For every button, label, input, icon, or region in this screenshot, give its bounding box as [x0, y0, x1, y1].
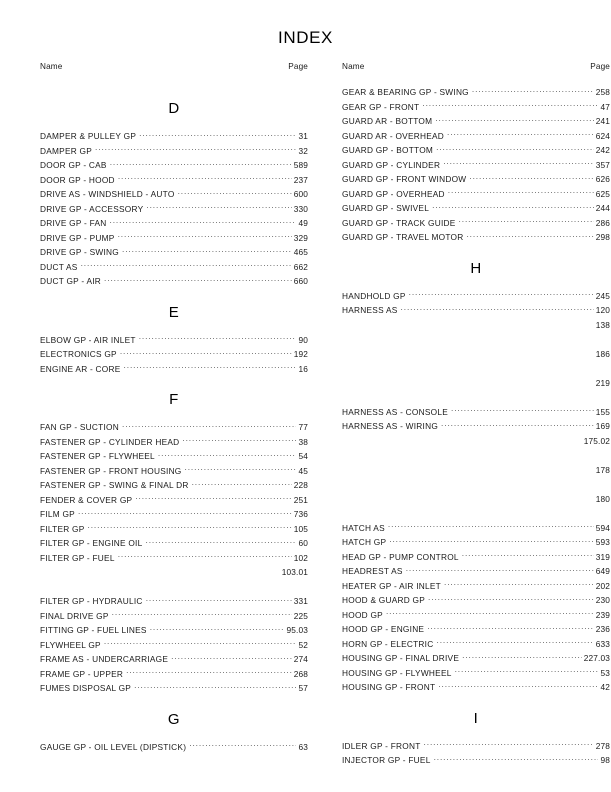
entry-page-number: 155	[595, 406, 610, 417]
dot-leader	[118, 233, 292, 241]
entry-name: HOUSING GP - FLYWHEEL	[342, 667, 452, 678]
dot-leader	[386, 610, 594, 618]
index-entry[interactable]	[40, 551, 308, 566]
index-entry[interactable]	[342, 521, 610, 536]
entry-name: DRIVE AS - WINDSHIELD - AUTO	[40, 189, 175, 199]
entry-page-number: 31	[298, 131, 308, 141]
entry-list	[342, 85, 610, 245]
entry-name: FENDER & COVER GP	[40, 494, 133, 505]
dot-leader	[134, 683, 296, 691]
entry-page-number: 319	[595, 551, 610, 562]
entry-name: HANDHOLD GP	[342, 290, 406, 301]
dot-leader	[118, 175, 292, 183]
index-entry[interactable]	[342, 85, 610, 100]
entry-name: HARNESS AS - WIRING	[342, 421, 439, 431]
index-entry[interactable]	[342, 129, 610, 144]
entry-page-number: 77	[298, 422, 308, 432]
index-entry[interactable]	[342, 172, 610, 187]
entry-name: GUARD GP - FRONT WINDOW	[342, 174, 467, 184]
entry-page-number: 329	[293, 232, 308, 243]
entry-page-number: 230	[595, 595, 610, 605]
dot-leader	[189, 742, 296, 750]
index-entry[interactable]	[342, 593, 610, 608]
entry-page-number: 228	[293, 480, 308, 490]
index-entry[interactable]	[342, 622, 610, 637]
index-entry[interactable]	[40, 202, 308, 217]
index-entry[interactable]	[40, 464, 308, 479]
index-entry[interactable]	[40, 507, 308, 522]
entry-name: FITTING GP - FUEL LINES	[40, 625, 147, 635]
entry-page-number: 237	[293, 174, 308, 185]
dot-leader	[432, 203, 594, 211]
entry-name: DRIVE GP - ACCESSORY	[40, 203, 144, 214]
dot-leader	[441, 421, 594, 429]
sections-left	[40, 85, 308, 754]
column-header-name-label: Name	[40, 62, 63, 71]
entry-page-number: 192	[293, 349, 308, 359]
entry-name: DAMPER & PULLEY GP	[40, 131, 137, 141]
index-entry[interactable]	[40, 144, 308, 159]
entry-name: IDLER GP - FRONT	[342, 740, 421, 751]
entry-list	[40, 420, 308, 696]
entry-name: HOOD & GUARD GP	[342, 595, 426, 605]
entry-name: FILM GP	[40, 509, 75, 519]
index-entry[interactable]	[342, 739, 610, 754]
entry-page-number: 242	[595, 145, 610, 155]
entry-name: FASTENER GP - FLYWHEEL	[40, 451, 155, 461]
entry-name: INJECTOR GP - FUEL	[342, 755, 431, 765]
entry-page-number: 330	[293, 203, 308, 214]
column-header-page-label: Page	[590, 62, 610, 71]
dot-leader	[146, 204, 291, 212]
dot-leader	[435, 116, 593, 124]
column-header-name-label: Name	[342, 62, 365, 71]
index-entry[interactable]	[40, 158, 308, 173]
index-entry[interactable]	[342, 114, 610, 129]
entry-page-number: 298	[595, 232, 610, 242]
entry-list	[342, 739, 610, 768]
entry-name: DRIVE GP - FAN	[40, 218, 107, 228]
index-spacer-row	[342, 390, 610, 405]
index-spacer-row	[40, 580, 308, 595]
entry-page-number: 120	[595, 305, 610, 315]
dot-leader	[444, 581, 594, 589]
dot-leader	[401, 305, 594, 313]
entry-list	[342, 289, 610, 695]
dot-leader	[406, 566, 594, 574]
entry-name: GAUGE GP - OIL LEVEL (DIPSTICK)	[40, 741, 187, 752]
entry-page-number: 90	[298, 334, 308, 345]
entry-page-number: 38	[298, 436, 308, 447]
index-entry[interactable]	[40, 347, 308, 362]
entry-name: DOOR GP - HOOD	[40, 174, 115, 185]
index-entry[interactable]	[342, 216, 610, 231]
dot-leader	[112, 611, 292, 619]
entry-page-number: 662	[293, 261, 308, 272]
dot-leader	[466, 232, 593, 240]
entry-name: FRAME AS - UNDERCARRIAGE	[40, 654, 169, 664]
entry-page-number: 105	[293, 523, 308, 534]
index-entry[interactable]	[40, 435, 308, 450]
entry-page-number: 239	[595, 609, 610, 620]
index-entry-continuation[interactable]	[342, 463, 610, 478]
index-entry[interactable]	[342, 535, 610, 550]
dot-leader	[192, 480, 292, 488]
dot-leader	[469, 174, 593, 182]
entry-page-number: 251	[293, 494, 308, 505]
entry-page-number: 244	[595, 203, 610, 213]
entry-name: HORN GP - ELECTRIC	[342, 638, 434, 649]
index-entry-continuation[interactable]	[342, 347, 610, 362]
index-entry[interactable]	[342, 303, 610, 318]
entry-page-number: 258	[595, 87, 610, 97]
column-header-page-label: Page	[288, 62, 308, 71]
dot-leader	[436, 145, 594, 153]
index-spacer-row	[342, 448, 610, 463]
entry-list	[40, 740, 308, 755]
dot-leader	[95, 146, 296, 154]
dot-leader	[139, 131, 296, 139]
entry-name: GEAR & BEARING GP - SWING	[342, 87, 469, 97]
entry-page-number: 178	[595, 464, 610, 475]
section-letter-d: D	[168, 100, 180, 117]
column-header-right	[342, 62, 610, 73]
dot-leader	[145, 538, 296, 546]
index-entry[interactable]	[40, 420, 308, 435]
dot-leader	[472, 87, 594, 95]
index-entry[interactable]	[40, 652, 308, 667]
entry-page-number: 589	[293, 160, 308, 170]
index-entry-continuation[interactable]	[40, 565, 308, 580]
entry-page-number: 16	[298, 363, 308, 374]
dot-leader	[438, 682, 598, 690]
entry-page-number: 95.03	[286, 625, 308, 635]
dot-leader	[158, 451, 297, 459]
index-spacer-row	[342, 332, 610, 347]
entry-page-number: 357	[595, 159, 610, 170]
dot-leader	[462, 552, 594, 560]
entry-name: FASTENER GP - CYLINDER HEAD	[40, 436, 180, 447]
dot-leader	[171, 654, 292, 662]
dot-leader	[178, 189, 292, 197]
section-letter-i: I	[473, 709, 479, 727]
entry-page-number: 236	[595, 624, 610, 634]
entry-name: FILTER GP - ENGINE OIL	[40, 538, 143, 548]
entry-page-number: 227.03	[583, 653, 610, 663]
index-entry[interactable]	[342, 158, 610, 173]
entry-page-number: 53	[600, 667, 610, 678]
index-entry-continuation[interactable]	[342, 376, 610, 391]
entry-page-number: 465	[293, 247, 308, 257]
dot-leader	[122, 247, 292, 255]
index-columns	[0, 62, 611, 768]
dot-leader	[182, 437, 296, 445]
entry-name: FINAL DRIVE GP	[40, 610, 109, 621]
section-letter-f: F	[169, 391, 179, 408]
entry-name: HEAD GP - PUMP CONTROL	[342, 551, 459, 562]
entry-page-number: 52	[298, 639, 308, 650]
entry-name: DOOR GP - CAB	[40, 160, 107, 170]
section-letter-g: G	[167, 710, 181, 728]
entry-name: DRIVE GP - PUMP	[40, 232, 115, 243]
entry-name: ENGINE AR - CORE	[40, 363, 121, 374]
entry-name: GUARD GP - BOTTOM	[342, 145, 434, 155]
index-entry[interactable]	[342, 637, 610, 652]
entry-page-number: 225	[293, 610, 308, 621]
entry-page-number: 600	[293, 189, 308, 199]
entry-name: HOOD GP	[342, 609, 383, 620]
entry-page-number: 98	[600, 755, 610, 765]
entry-page-number: 102	[293, 552, 308, 563]
entry-page-number: 103.01	[281, 567, 308, 577]
entry-name: FLYWHEEL GP	[40, 639, 101, 650]
entry-name: DAMPER GP	[40, 145, 93, 156]
entry-page-number: 175.02	[583, 435, 610, 446]
index-entry-continuation[interactable]	[342, 318, 610, 333]
entry-name: HATCH GP	[342, 537, 387, 547]
dot-leader	[422, 102, 598, 110]
entry-page-number: 32	[298, 145, 308, 156]
index-entry[interactable]	[40, 667, 308, 682]
entry-page-number: 331	[293, 596, 308, 606]
entry-page-number: 47	[600, 101, 610, 112]
entry-page-number: 202	[595, 580, 610, 591]
dot-leader	[81, 262, 292, 270]
index-entry[interactable]	[40, 173, 308, 188]
index-entry[interactable]	[40, 449, 308, 464]
dot-leader	[455, 668, 599, 676]
entry-name: GUARD GP - TRAVEL MOTOR	[342, 232, 464, 242]
index-entry-continuation[interactable]	[342, 434, 610, 449]
dot-leader	[428, 595, 594, 603]
dot-leader	[443, 160, 594, 168]
entry-page-number: 633	[595, 638, 610, 649]
entry-name: GUARD GP - TRACK GUIDE	[342, 217, 456, 228]
entry-name: HATCH AS	[342, 522, 385, 533]
index-entry[interactable]	[40, 333, 308, 348]
index-entry[interactable]	[342, 579, 610, 594]
entry-page-number: 138	[595, 319, 610, 330]
entry-name: FILTER GP	[40, 523, 85, 534]
dot-leader	[424, 741, 594, 749]
entry-name: GUARD AR - BOTTOM	[342, 116, 433, 126]
index-entry[interactable]	[40, 362, 308, 377]
dot-leader	[122, 422, 296, 430]
index-entry[interactable]	[342, 608, 610, 623]
index-entry[interactable]	[342, 550, 610, 565]
entry-name: FAN GP - SUCTION	[40, 422, 119, 432]
entry-page-number: 219	[595, 377, 610, 388]
entry-name: FASTENER GP - SWING & FINAL DR	[40, 480, 189, 490]
index-entry[interactable]	[342, 753, 610, 768]
index-entry[interactable]	[342, 564, 610, 579]
entry-page-number: 60	[298, 538, 308, 548]
index-entry-continuation[interactable]	[342, 492, 610, 507]
sections-right	[342, 85, 610, 768]
dot-leader	[88, 524, 292, 532]
dot-leader	[110, 160, 292, 168]
index-entry[interactable]	[40, 478, 308, 493]
dot-leader	[146, 596, 292, 604]
entry-page-number: 42	[600, 682, 610, 692]
dot-leader	[434, 755, 599, 763]
dot-leader	[447, 131, 594, 139]
entry-page-number: 268	[293, 668, 308, 679]
index-entry[interactable]	[40, 129, 308, 144]
index-entry[interactable]	[342, 651, 610, 666]
section-letter-e: E	[168, 303, 180, 321]
dot-leader	[78, 509, 292, 517]
index-entry[interactable]	[40, 231, 308, 246]
column-header-left	[40, 62, 308, 73]
entry-name: HARNESS AS	[342, 305, 398, 315]
entry-name: ELECTRONICS GP	[40, 349, 117, 359]
section-letter-h: H	[470, 259, 482, 277]
dot-leader	[388, 523, 594, 531]
entry-name: DUCT GP - AIR	[40, 276, 102, 286]
entry-name: GUARD GP - CYLINDER	[342, 159, 441, 170]
dot-leader	[118, 553, 292, 561]
entry-page-number: 736	[293, 509, 308, 519]
dot-leader	[462, 653, 582, 661]
entry-name: FRAME GP - UPPER	[40, 668, 124, 679]
index-entry[interactable]	[40, 260, 308, 275]
index-entry[interactable]	[40, 245, 308, 260]
index-entry[interactable]	[40, 681, 308, 696]
dot-leader	[185, 466, 297, 474]
index-entry[interactable]	[342, 230, 610, 245]
index-entry[interactable]	[342, 680, 610, 695]
entry-page-number: 241	[595, 116, 610, 126]
entry-page-number: 49	[298, 218, 308, 228]
entry-name: DRIVE GP - SWING	[40, 247, 119, 257]
dot-leader	[139, 335, 297, 343]
dot-leader	[459, 218, 594, 226]
dot-leader	[104, 640, 297, 648]
index-entry[interactable]	[342, 666, 610, 681]
index-entry[interactable]	[342, 201, 610, 216]
page-title: INDEX	[278, 28, 333, 47]
entry-page-number: 626	[595, 174, 610, 184]
entry-name: FUMES DISPOSAL GP	[40, 683, 132, 693]
index-column-left	[40, 62, 308, 768]
entry-list	[40, 333, 308, 377]
index-entry[interactable]	[40, 623, 308, 638]
entry-name: HOOD GP - ENGINE	[342, 624, 425, 634]
entry-page-number: 63	[298, 741, 308, 752]
entry-name: FASTENER GP - FRONT HOUSING	[40, 465, 182, 476]
entry-name: GUARD GP - SWIVEL	[342, 203, 430, 213]
index-entry[interactable]	[40, 216, 308, 231]
dot-leader	[135, 495, 291, 503]
dot-leader	[448, 189, 594, 197]
entry-name: GUARD AR - OVERHEAD	[342, 130, 445, 141]
index-entry[interactable]	[40, 638, 308, 653]
entry-page-number: 186	[595, 348, 610, 359]
entry-page-number: 625	[595, 188, 610, 199]
index-entry[interactable]	[342, 100, 610, 115]
dot-leader	[124, 364, 297, 372]
dot-leader	[150, 625, 285, 633]
dot-leader	[409, 291, 594, 299]
entry-page-number: 245	[595, 290, 610, 301]
entry-page-number: 649	[595, 566, 610, 576]
index-entry[interactable]	[342, 405, 610, 420]
entry-name: HOUSING GP - FINAL DRIVE	[342, 653, 460, 663]
entry-name: HOUSING GP - FRONT	[342, 682, 436, 692]
dot-leader	[110, 218, 297, 226]
index-entry[interactable]	[40, 493, 308, 508]
entry-page-number: 594	[595, 522, 610, 533]
entry-name: HARNESS AS - CONSOLE	[342, 406, 448, 417]
entry-page-number: 45	[298, 465, 308, 476]
entry-page-number: 54	[298, 451, 308, 461]
index-entry[interactable]	[40, 522, 308, 537]
index-entry[interactable]	[342, 143, 610, 158]
dot-leader	[389, 537, 593, 545]
entry-page-number: 180	[595, 493, 610, 504]
index-entry[interactable]	[342, 419, 610, 434]
entry-page-number: 593	[595, 537, 610, 547]
entry-name: HEATER GP - AIR INLET	[342, 580, 441, 591]
entry-name: GUARD GP - OVERHEAD	[342, 188, 445, 199]
entry-page-number: 169	[595, 421, 610, 431]
index-entry[interactable]	[40, 187, 308, 202]
dot-leader	[427, 624, 593, 632]
index-entry[interactable]	[40, 609, 308, 624]
entry-name: DUCT AS	[40, 261, 78, 272]
entry-name: ELBOW GP - AIR INLET	[40, 334, 136, 345]
index-spacer-row	[342, 506, 610, 521]
index-spacer-row	[342, 477, 610, 492]
index-entry[interactable]	[342, 289, 610, 304]
index-entry[interactable]	[40, 536, 308, 551]
entry-page-number: 286	[595, 217, 610, 228]
dot-leader	[104, 276, 292, 284]
index-entry[interactable]	[40, 274, 308, 289]
entry-list	[40, 129, 308, 289]
dot-leader	[126, 669, 292, 677]
index-entry[interactable]	[40, 740, 308, 755]
entry-page-number: 660	[293, 276, 308, 286]
entry-page-number: 624	[595, 130, 610, 141]
entry-page-number: 57	[298, 683, 308, 693]
dot-leader	[120, 349, 292, 357]
index-spacer-row	[342, 361, 610, 376]
dot-leader	[451, 407, 594, 415]
dot-leader	[436, 639, 593, 647]
entry-name: FILTER GP - HYDRAULIC	[40, 596, 143, 606]
index-entry[interactable]	[342, 187, 610, 202]
index-column-right	[342, 62, 610, 768]
entry-name: FILTER GP - FUEL	[40, 552, 115, 563]
entry-page-number: 278	[595, 740, 610, 751]
entry-name: HEADREST AS	[342, 566, 403, 576]
entry-name: GEAR GP - FRONT	[342, 101, 420, 112]
entry-page-number: 274	[293, 654, 308, 664]
index-entry[interactable]	[40, 594, 308, 609]
